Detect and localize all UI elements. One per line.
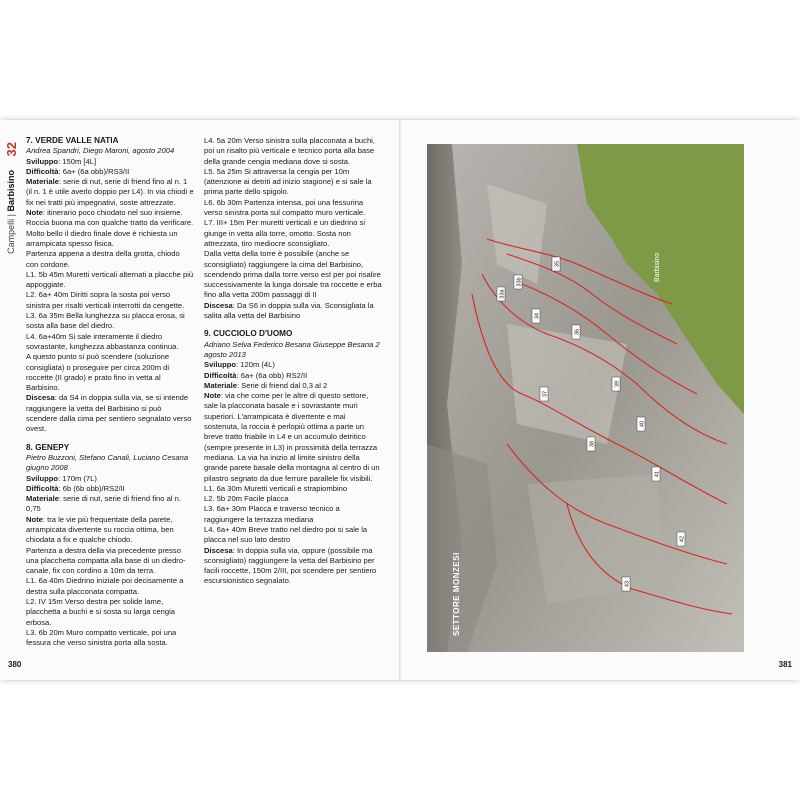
detail-label: Sviluppo <box>26 156 59 166</box>
route-number-tag <box>532 309 541 323</box>
route-number: 42 <box>679 535 686 543</box>
book-gutter <box>399 120 401 680</box>
route-paragraph: L4. 6a+40m Si sale interamente il diedro sovrastante, lunghezza abbastanza continua. <box>26 331 179 351</box>
detail-label: Note <box>26 514 43 524</box>
route-number: 40 <box>639 420 646 428</box>
right-page-number: 381 <box>778 660 792 669</box>
route-detail <box>204 381 382 391</box>
route-detail <box>26 474 194 484</box>
route-paragraph: L3. 6a+ 30m Placca e traverso tecnico a raggiungere la terrazza mediana <box>204 504 340 524</box>
detail-text: : Serie di friend dal 0,3 al 2 <box>236 380 328 390</box>
chapter-number: 32 <box>4 142 19 157</box>
detail-text: : serie di nut, serie di friend fino al n. 0,75 <box>26 494 181 514</box>
detail-text: : serie di nut, serie di friend fino al n. 1 (il n. 1 è utile averlo doppio per L4). In via chiodi e fix nei tratti più impegnativi, soste attrezzate. <box>26 177 194 207</box>
route-number: 33a <box>499 289 506 299</box>
route-detail <box>204 301 382 322</box>
route-detail <box>26 515 194 546</box>
route-number: 38 <box>589 440 596 448</box>
route-detail <box>26 157 194 167</box>
route-paragraph: L2. IV 15m Verso destra per solide lame, placchetta a buchi e si sosta su larga cengia erbosa. <box>26 597 176 627</box>
route-paragraph: L5. 5a 25m Si attraversa la cengia per 10m (attenzione ai detriti ad inizio stagione) e si sale la prima parte dello spigolo. <box>204 166 372 197</box>
route-number: 34 <box>534 312 541 320</box>
detail-text: : 120m (4L) <box>236 360 275 370</box>
route-paragraph: Dalla vetta della torre è possibile (anche se sconsigliato) raggiungere la cima del Barbisino, scendendo prima dalla torre verso est per poi risalire successivamente la lunga dorsale tra roccette e erba fino alla vetta 200m passaggi di II <box>204 249 382 300</box>
route-detail <box>204 360 382 370</box>
route-number: 39 <box>614 380 621 388</box>
book-spread <box>0 120 800 680</box>
route-paragraph: L7. III+ 15m Per muretti verticali e un diedrino si giunge in vetta alla torre, omotto. Sosta non attrezzata, tiro mediocre sconsigliato. <box>204 218 366 248</box>
route-detail <box>26 494 194 515</box>
route-number-tag <box>637 417 646 431</box>
route-number-tag <box>572 325 581 339</box>
left-text-column <box>26 136 194 649</box>
route-authors: Adriano Selva Federico Besana Giuseppe Besana 2 agosto 2013 <box>204 339 380 359</box>
route-number: 37 <box>542 390 549 398</box>
chapter-labels: Campelli | Barbisino <box>6 170 16 254</box>
detail-label: Difficoltà <box>26 483 59 493</box>
route-detail <box>26 177 194 208</box>
route-heading: 8. GENEPY <box>26 442 70 452</box>
route-paragraph: L1. 6a 40m Diedrino iniziale poi decisamente a destra sulla placconata compatta. <box>26 576 184 596</box>
route-detail <box>204 371 382 381</box>
detail-text: : In doppia sulla via, oppure (possibile ma sconsigliato) raggiungere la vetta del Barbisino per facili roccette, 150m 2/III, poi scendere per sentiero escursionistico segnalato. <box>204 545 377 586</box>
route-paragraph: L2. 6a+ 40m Diritti sopra la sosta poi verso sinistra per risalti verticali interrotti da cengette. <box>26 290 185 310</box>
detail-label: Sviluppo <box>26 473 59 483</box>
detail-label: Materiale <box>26 494 59 504</box>
detail-label: Sviluppo <box>204 360 237 370</box>
right-text-column <box>204 136 382 587</box>
route-paragraph: L3. 6b 20m Muro compatto verticale, poi una fessura che verso sinistra porta alla sosta. <box>26 627 177 648</box>
route-detail <box>26 393 194 434</box>
route-number-tag <box>612 377 621 391</box>
detail-text: : 6a+ (6a obb) RS2/II <box>236 370 308 380</box>
detail-text: : tra le vie più frequentate della parete, arrampicata divertente su roccia ottima, ben chiodata a fix e qualche chiodo. <box>26 514 174 545</box>
route-authors: Pietro Buzzoni, Stefano Canali, Luciano Cesana giugno 2008 <box>26 452 189 473</box>
detail-label: Discesa <box>204 545 233 555</box>
area-label: Campelli <box>6 218 16 254</box>
route-heading: 9. CUCCIOLO D'UOMO <box>204 329 293 339</box>
detail-text: : 170m (7L) <box>58 473 97 483</box>
route-number-tag <box>652 467 661 481</box>
detail-label: Discesa <box>26 393 55 403</box>
detail-label: Difficoltà <box>204 370 237 380</box>
route-number-tag <box>677 532 686 546</box>
route-detail <box>26 208 194 249</box>
detail-text: : Da S6 in doppia sulla via. Sconsigliata la salita alla vetta del Barbisino <box>204 300 374 321</box>
route-detail <box>26 167 194 177</box>
section-gap <box>204 321 382 329</box>
detail-label: Note <box>204 391 221 401</box>
route-number-tag <box>622 577 631 591</box>
route-number: 33b <box>516 277 523 287</box>
route-paragraph: L6. 6b 30m Partenza intensa, poi una fessurina verso sinistra porta sul compatto muro verticale. <box>204 197 366 218</box>
route-paragraph: Partenza a destra della via precedente presso una placchetta compatta alla base di un diedro-canale, fix con cordino a 10m da terra. <box>26 545 186 576</box>
route-number: 41 <box>654 470 661 478</box>
route-paragraph: Partenza appena a destra della grotta, chiodo con cordone. <box>26 249 180 269</box>
detail-text: : 6a+ (6a obb)/RS3/II <box>58 166 130 176</box>
detail-label: Note <box>26 208 43 218</box>
detail-text: : itinerario poco chiodato nel suo insieme. Roccia buona ma con qualche tratto da verificare. Molto bello il diedro finale dove è richiesta un arrampicata spesso fisica. <box>26 208 194 248</box>
left-page-number: 380 <box>8 660 22 669</box>
detail-label: Discesa <box>204 300 233 310</box>
route-paragraph: L1. 6a 30m Muretti verticali e strapiombino <box>204 483 348 493</box>
route-authors: Andrea Spandri, Diego Maroni, agosto 2004 <box>26 146 175 156</box>
route-detail <box>204 546 382 587</box>
detail-label: Materiale <box>204 380 237 390</box>
route-number-tag <box>497 287 506 301</box>
route-paragraph: L4. 6a+ 40m Breve tratto nel diedro poi si sale la placca nel suo lato destro <box>204 524 368 545</box>
route-number-tag <box>540 387 549 401</box>
section-gap <box>26 435 194 443</box>
route-paragraph: L3. 6a 35m Bella lunghezza su placca erosa, si sosta alla base del diedro. <box>26 311 185 331</box>
sector-label: Barbisino <box>6 170 16 212</box>
route-paragraph: L2. 5b 20m Facile placca <box>204 494 289 504</box>
detail-text: : 150m [4L] <box>58 156 97 166</box>
route-number-tag <box>514 275 523 289</box>
route-detail <box>26 484 194 494</box>
summit-label: Barbisino <box>654 252 661 282</box>
detail-text: : da S4 in doppia sulla via, se si intende raggiungere la vetta del Barbisino si può scendere dalla cima per sentiero segnalato verso ovest. <box>26 393 192 434</box>
route-number: 36 <box>574 328 581 336</box>
route-detail <box>204 391 382 484</box>
route-topo-image <box>427 144 744 652</box>
detail-text: : via che come per le altre di questo settore, sale la placconata basale e i sovrastante muri superiori. L'arrampicata è divertente e mai sostenuta, la roccia è perlopiù ottima a parte un breve tratto friabile in L4 e un accumulo detritico (sempre presente in L3) in prossimità della terrazza mediana. La via ha inizio al limite sinistro della grande parete basale della montagna al centro di un pilastro segnato da due ferrure parallele fix visibili. <box>204 391 380 483</box>
chapter-side-tab <box>4 142 22 362</box>
detail-label: Difficoltà <box>26 166 59 176</box>
sector-name-label: SETTORE MONZESI <box>452 552 461 636</box>
route-number: 43 <box>624 580 631 588</box>
route-paragraph: A questo punto si può scendere (soluzione consigliata) o proseguire per circa 200m di roccette (II grado) e prato fino in vetta al Barbisino. <box>26 352 170 393</box>
route-paragraph: L1. 5b 45m Muretti verticali alternati a placche più appoggiate. <box>26 269 194 290</box>
route-number-tag <box>587 437 596 451</box>
route-number-tag <box>552 257 561 271</box>
detail-label: Materiale <box>26 177 59 187</box>
route-heading: 7. VERDE VALLE NATIA <box>26 136 119 145</box>
route-photo <box>427 144 744 652</box>
route-paragraph: L4. 5a 20m Verso sinistra sulla placconata a buchi, poi un risalto più verticale e tecnico porta alla base della grande cengia mediana dove si sosta. <box>204 136 375 166</box>
route-number: 35 <box>554 260 561 268</box>
detail-text: : 6b (6b obb)/RS2/II <box>58 483 125 493</box>
